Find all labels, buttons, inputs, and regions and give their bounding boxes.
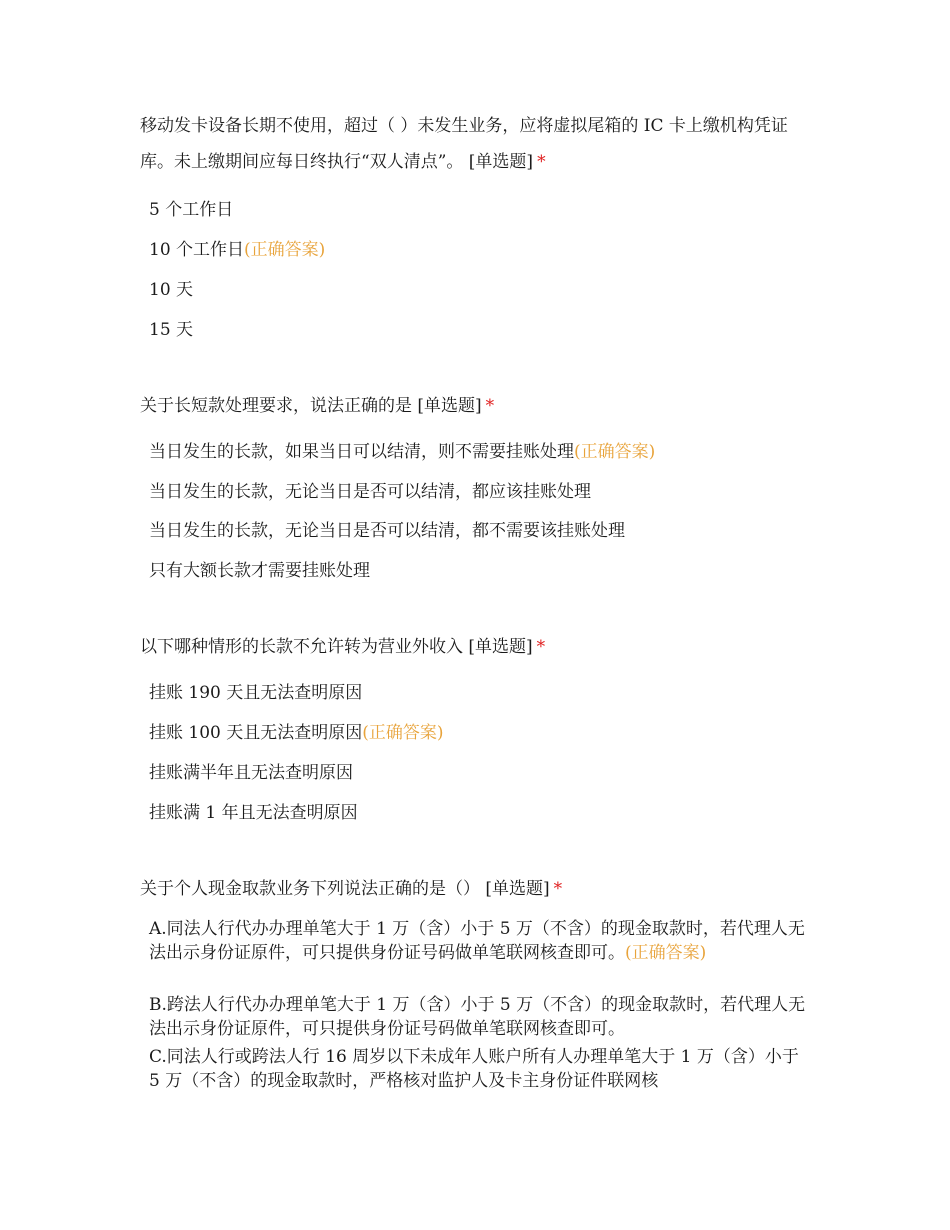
required-mark: * [536,637,546,657]
question-3-option-3: 挂账满半年且无法查明原因 [149,763,353,783]
correct-answer-tag: (正确答案) [574,442,656,462]
required-mark: * [537,152,546,172]
question-4-option-b: B.跨法人行代办办理单笔大于 1 万（含）小于 5 万（不含）的现金取款时，若代理人无法出示身份证原件，可只提供身份证号码做单笔联网核查即可。 [149,995,806,1039]
correct-answer-tag: (正确答案) [362,723,444,743]
question-4-option-c: C.同法人行或跨法人行 16 周岁以下未成年人账户所有人办理单笔大于 1 万（含）小于 5 万（不含）的现金取款时，严格核对监护人及卡主身份证件联网核 [149,1047,799,1091]
question-2-option-2: 当日发生的长款，无论当日是否可以结清，都应该挂账处理 [149,482,591,502]
question-2-title: 关于长短款处理要求，说法正确的是 [单选题] * [140,396,495,416]
question-4-title: 关于个人现金取款业务下列说法正确的是（） [单选题] * [140,879,563,899]
question-2-option-3: 当日发生的长款，无论当日是否可以结清，都不需要该挂账处理 [149,521,625,541]
question-1-option-4: 15 天 [149,320,194,340]
correct-answer-tag: (正确答案) [625,943,707,963]
question-3-option-2: 挂账 100 天且无法查明原因(正确答案) [149,723,444,743]
question-1-option-2: 10 个工作日(正确答案) [149,240,326,260]
question-3-title: 以下哪种情形的长款不允许转为营业外收入 [单选题] * [140,637,546,657]
question-2-option-1: 当日发生的长款，如果当日可以结清，则不需要挂账处理(正确答案) [149,442,656,462]
question-1-title: 移动发卡设备长期不使用，超过（ ）未发生业务，应将虚拟尾箱的 IC 卡上缴机构凭证库。未上缴期间应每日终执行“双人清点”。 [单选题] * [140,116,788,172]
question-3-option-4: 挂账满 1 年且无法查明原因 [149,803,358,823]
required-mark: * [485,396,495,416]
question-4-option-a: A.同法人行代办办理单笔大于 1 万（含）小于 5 万（不含）的现金取款时，若代理人无法出示身份证原件，可只提供身份证号码做单笔联网核查即可。(正确答案) [149,919,805,963]
question-3-option-1: 挂账 190 天且无法查明原因 [149,683,363,703]
question-2-option-4: 只有大额长款才需要挂账处理 [149,561,370,581]
correct-answer-tag: (正确答案) [244,240,326,260]
required-mark: * [553,879,563,899]
question-1-option-1: 5 个工作日 [149,200,234,220]
question-1-option-3: 10 天 [149,280,194,300]
